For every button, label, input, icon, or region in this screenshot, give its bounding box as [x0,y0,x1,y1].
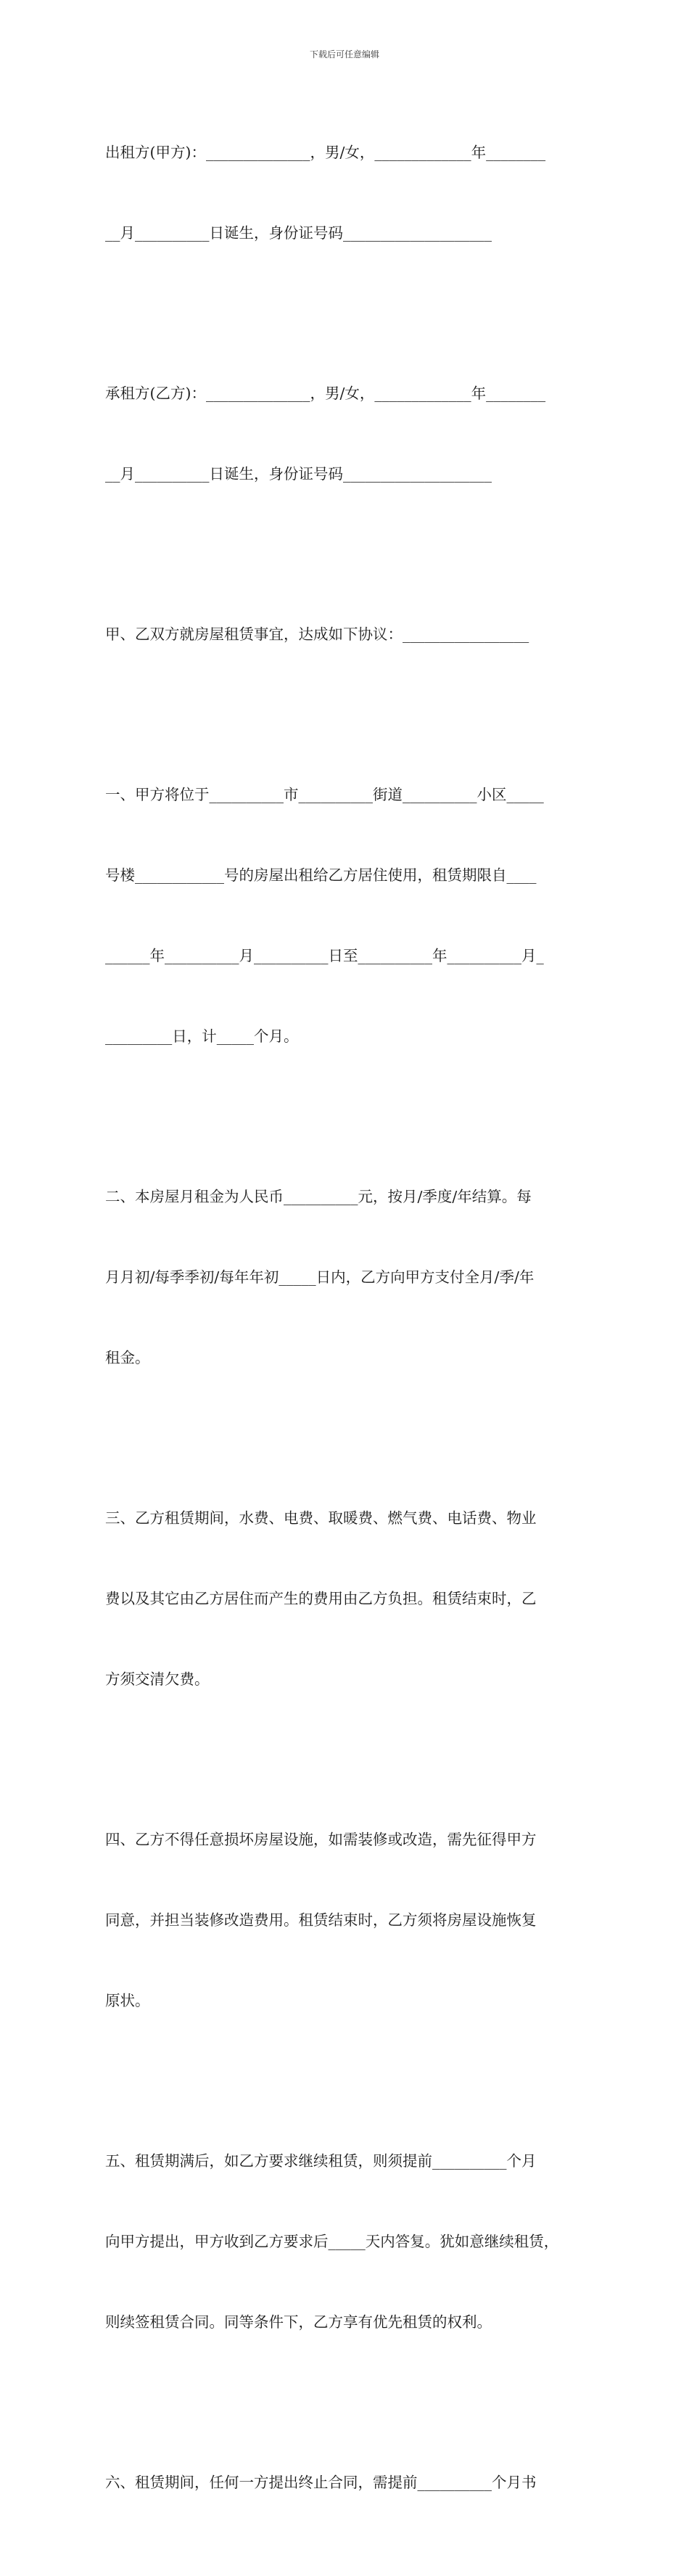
text-line: 同意，并担当装修改造费用。租赁结束时，乙方须将房屋设施恢复 [105,1911,537,1929]
text-line: 六、租赁期间，任何一方提出终止合同，需提前__________个月书 [105,2474,537,2491]
text-line: 号楼____________号的房屋出租给乙方居住使用，租赁期限自____ [105,866,537,884]
text-line: 二、本房屋月租金为人民币__________元，按月/季度/年结算。每 [105,1188,532,1205]
text-line: 甲、乙双方就房屋租赁事宜，达成如下协议：_________________ [105,625,529,643]
text-line: ______年__________月__________日至__________年__________月_ [105,947,544,964]
text-line: 方须交清欠费。 [105,1670,210,1688]
text-line: 五、租赁期满后，如乙方要求继续租赁，则须提前__________个月 [105,2152,537,2170]
text-line: 原状。 [105,1992,150,2009]
lessor-paragraph [105,86,598,300]
text-line: 四、乙方不得任意损坏房屋设施，如需装修或改造，需先征得甲方 [105,1831,537,1848]
clause-4-paragraph [105,1773,598,2068]
clause-2-paragraph [105,1130,598,1425]
clause-3-paragraph [105,1451,598,1747]
text-line: 三、乙方租赁期间，水费、电费、取暖费、燃气费、电话费、物业 [105,1509,537,1527]
clause-1-paragraph [105,728,598,1104]
clause-6-paragraph [105,2416,598,2550]
text-line: 出租方(甲方)：______________，男/女，_____________年________ [105,144,546,161]
clause-5-paragraph [105,2094,598,2390]
document-body [105,86,598,2576]
text-line: 则续签租赁合同。同等条件下，乙方享有优先租赁的权利。 [105,2313,492,2331]
text-line: 费以及其它由乙方居住而产生的费用由乙方负担。租赁结束时，乙 [105,1590,537,1607]
text-line: _________日，计_____个月。 [105,1027,299,1045]
text-line: 向甲方提出，甲方收到乙方要求后_____天内答复。犹如意继续租赁， [105,2233,559,2250]
lessee-paragraph [105,327,598,541]
text-line: 月月初/每季季初/每年年初_____日内，乙方向甲方支付全月/季/年 [105,1268,535,1286]
text-line: 承租方(乙方)：______________，男/女，_____________年________ [105,385,546,402]
page-header: 下载后可任意编辑 [309,49,379,60]
text-line: 一、甲方将位于__________市__________街道__________小区_____ [105,786,544,803]
text-line: __月__________日诞生，身份证号码____________________ [105,224,492,242]
text-line: 租金。 [105,1349,150,1366]
text-line: __月__________日诞生，身份证号码____________________ [105,465,492,483]
intro-paragraph [105,567,598,702]
